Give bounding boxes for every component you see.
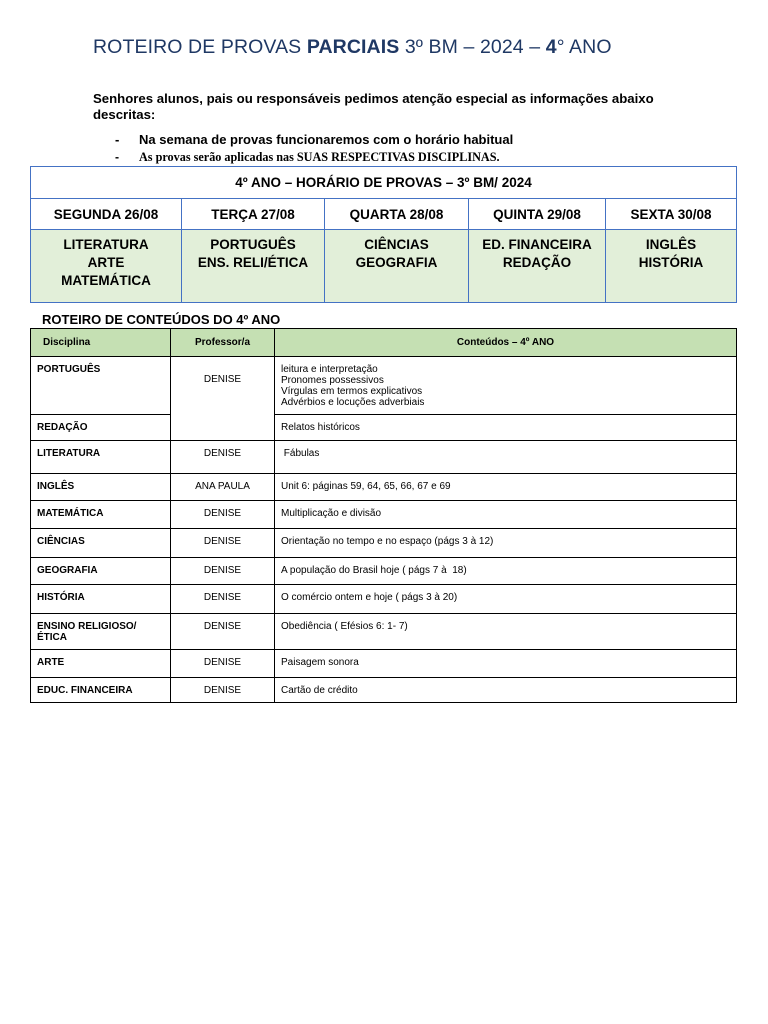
day-tuesday: TERÇA 27/08	[182, 199, 325, 230]
exam-schedule-table	[30, 166, 737, 303]
table-row: ENSINO RELIGIOSO/ÉTICA DENISE Obediência ( Efésios 6: 1- 7)	[31, 614, 737, 650]
table-row: CIÊNCIAS DENISE Orientação no tempo e no espaço (págs 3 à 12)	[31, 529, 737, 558]
day-monday: SEGUNDA 26/08	[31, 199, 182, 230]
contents-table	[30, 328, 737, 703]
notice-item-schedule: - Na semana de provas funcionaremos com o horário habitual	[115, 132, 514, 147]
header-contents: Conteúdos – 4º ANO	[275, 329, 737, 357]
page-title: ROTEIRO DE PROVAS PARCIAIS 3º BM – 2024 – 4° ANO	[93, 36, 612, 58]
subjects-friday: INGLÊS HISTÓRIA	[606, 230, 737, 303]
subjects-wednesday: CIÊNCIAS GEOGRAFIA	[325, 230, 469, 303]
day-thursday: QUINTA 29/08	[469, 199, 606, 230]
header-discipline: Disciplina	[31, 329, 171, 357]
table-row: ARTE DENISE Paisagem sonora	[31, 650, 737, 678]
contents-header-row	[31, 329, 737, 357]
day-wednesday: QUARTA 28/08	[325, 199, 469, 230]
schedule-header: 4º ANO – HORÁRIO DE PROVAS – 3º BM/ 2024	[31, 167, 737, 199]
subjects-monday: LITERATURA ARTE MATEMÁTICA	[31, 230, 182, 303]
contents-cell: leitura e interpretação Pronomes possessivos Vírgulas em termos explicativos Advérbios e locuções adverbiais	[275, 357, 737, 415]
subjects-tuesday: PORTUGUÊS ENS. RELI/ÉTICA	[182, 230, 325, 303]
table-row: PORTUGUÊS DENISE leitura e interpretação Pronomes possessivos Vírgulas em termos explicativos Advérbios e locuções adverbiais	[31, 357, 737, 415]
subjects-thursday: ED. FINANCEIRA REDAÇÃO	[469, 230, 606, 303]
day-friday: SEXTA 30/08	[606, 199, 737, 230]
notice-item-disciplines: - As provas serão aplicadas nas SUAS RESPECTIVAS DISCIPLINAS.	[115, 150, 500, 164]
header-teacher: Professor/a	[171, 329, 275, 357]
contents-section-title: ROTEIRO DE CONTEÚDOS DO 4º ANO	[42, 312, 281, 327]
table-row: INGLÊS ANA PAULA Unit 6: páginas 59, 64, 65, 66, 67 e 69	[31, 474, 737, 501]
table-row: MATEMÁTICA DENISE Multiplicação e divisão	[31, 501, 737, 529]
intro-paragraph: Senhores alunos, pais ou responsáveis pedimos atenção especial as informações abaixo descritas:	[93, 91, 654, 122]
table-row: EDUC. FINANCEIRA DENISE Cartão de crédito	[31, 678, 737, 703]
table-row: LITERATURA DENISE Fábulas	[31, 441, 737, 474]
table-row: REDAÇÃO Relatos históricos	[31, 415, 737, 441]
table-row: HISTÓRIA DENISE O comércio ontem e hoje ( págs 3 à 20)	[31, 585, 737, 614]
table-row: GEOGRAFIA DENISE A população do Brasil hoje ( págs 7 à 18)	[31, 558, 737, 585]
